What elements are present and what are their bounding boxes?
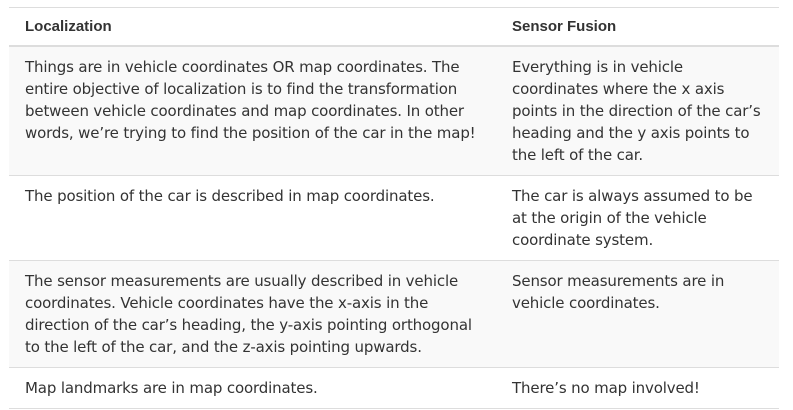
cell-sensor-fusion: Everything is in vehicle coordinates where the x axis points in the direction of the car’s heading and the y axis points to the left of the car. bbox=[496, 46, 779, 176]
table-row bbox=[9, 46, 779, 176]
cell-sensor-fusion: The car is always assumed to be at the origin of the vehicle coordinate system. bbox=[496, 176, 779, 261]
table-header-row bbox=[9, 8, 779, 47]
cell-localization: The sensor measurements are usually described in vehicle coordinates. Vehicle coordinates have the x-axis in the direction of the car’s heading, the y-axis pointing orthogonal to the left of the car, and the z-axis pointing upwards. bbox=[9, 261, 496, 368]
header-sensor-fusion: Sensor Fusion bbox=[496, 8, 779, 47]
cell-localization: The position of the car is described in map coordinates. bbox=[9, 176, 496, 261]
comparison-table-container bbox=[9, 7, 779, 409]
header-localization: Localization bbox=[9, 8, 496, 47]
cell-localization: Things are in vehicle coordinates OR map coordinates. The entire objective of localization is to find the transformation between vehicle coordinates and map coordinates. In other words, we’re trying to find the position of the car in the map! bbox=[9, 46, 496, 176]
cell-sensor-fusion: Sensor measurements are in vehicle coordinates. bbox=[496, 261, 779, 368]
table-row bbox=[9, 368, 779, 409]
table-row bbox=[9, 176, 779, 261]
comparison-table bbox=[9, 7, 779, 409]
table-row bbox=[9, 261, 779, 368]
cell-sensor-fusion: There’s no map involved! bbox=[496, 368, 779, 409]
cell-localization: Map landmarks are in map coordinates. bbox=[9, 368, 496, 409]
